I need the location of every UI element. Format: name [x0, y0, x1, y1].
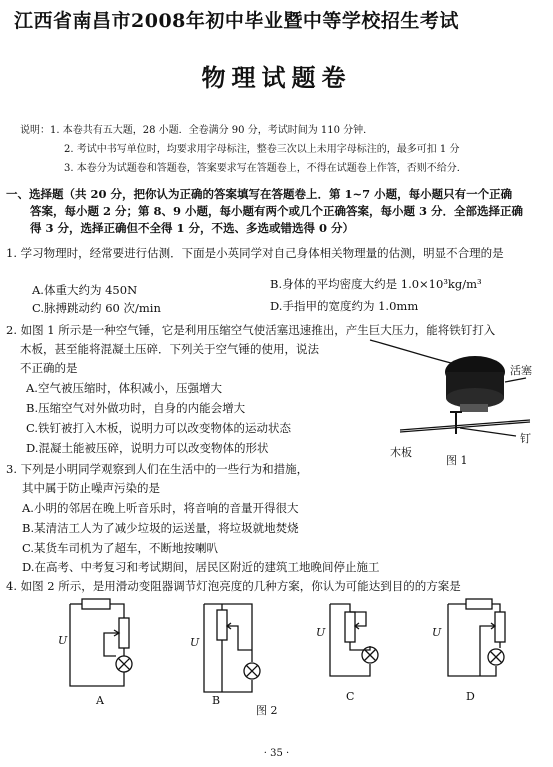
circuit-a-label: A	[96, 694, 104, 707]
q2-option-b: B.压缩空气对外做功时，自身的内能会增大	[26, 401, 246, 415]
circuit-d-resistor	[466, 599, 492, 609]
q2-option-c: C.铁钉被打入木板，说明力可以改变物体的运动状态	[26, 421, 292, 435]
section1-line-1: 一、选择题（共 20 分，把你认为正确的答案填写在答题卷上．第 1~7 小题，每小题只有一个正确	[6, 187, 513, 201]
q2-stem-line-3: 不正确的是	[20, 361, 78, 375]
q3-stem-line-1: 3. 下列是小明同学观察到人们在生活中的一些行为和措施，	[6, 462, 309, 476]
q3-stem-line-2: 其中属于防止噪声污染的是	[22, 481, 160, 495]
paper-title: 物理试题卷	[201, 63, 352, 92]
circuit-b-voltage: U	[190, 636, 200, 649]
circuit-d-label: D	[466, 690, 475, 703]
q3-option-a: A.小明的邻居在晚上听音乐时，将音响的音量开得很大	[22, 501, 299, 515]
q1-option-d: D.手指甲的宽度约为 1.0mm	[270, 299, 419, 313]
figure-1-board-label: 木板	[390, 446, 412, 459]
circuit-c-label: C	[346, 690, 355, 703]
exam-title: 江西省南昌市2008年初中毕业暨中等学校招生考试	[14, 10, 459, 32]
q3-option-c: C.某货车司机为了超车，不断地按喇叭	[22, 541, 219, 555]
section1-line-2: 答案，每小题 2 分；第 8、9 小题，每小题有两个或几个正确答案，每小题 3 分．全部选择正确	[30, 204, 524, 218]
circuit-d-rheostat	[495, 612, 505, 642]
circuit-c	[316, 604, 378, 703]
circuit-d	[432, 599, 505, 703]
instruction-line-3: 3. 本卷分为试题卷和答题卷，答案要求写在答题卷上，不得在试题卷上作答，否则不给分．	[64, 163, 467, 174]
circuit-b	[190, 604, 260, 707]
figure-1-air-hammer	[360, 338, 540, 470]
circuit-a-rheostat	[119, 618, 129, 648]
q3-option-b: B.某清洁工人为了减少垃圾的运送量，将垃圾就地焚烧	[22, 521, 299, 535]
figure-1-nail-label: 钉	[520, 432, 531, 445]
instruction-line-2: 2. 考试中书写单位时，均要求用字母标注，整卷三次以上未用字母标注的，最多可扣 1 分	[64, 144, 460, 155]
q1-option-b: B.身体的平均密度大约是 1.0×10³kg/m³	[270, 277, 482, 291]
section1-line-3: 得 3 分，选择正确但不全得 1 分，不选、多选或错选得 0 分）	[30, 221, 355, 235]
q3-option-d: D.在高考、中考复习和考试期间，居民区附近的建筑工地晚间停止施工	[22, 560, 380, 574]
circuit-b-rheostat	[217, 610, 227, 640]
circuit-a	[58, 599, 132, 707]
q2-stem-line-2: 木板，甚至能将混凝土压碎．下列关于空气锤的使用，说法	[20, 342, 319, 356]
q1-option-c: C.脉搏跳动约 60 次/min	[32, 301, 161, 315]
figure-2-caption: 图 2	[256, 704, 278, 717]
figure-1-caption: 图 1	[446, 454, 468, 467]
q1-option-a: A.体重大约为 450N	[32, 283, 138, 297]
figure-2-circuits	[0, 596, 553, 746]
circuit-a-resistor	[82, 599, 110, 609]
q2-option-d: D.混凝土能被压碎，说明力可以改变物体的形状	[26, 441, 269, 455]
circuit-a-voltage: U	[58, 634, 68, 647]
circuit-c-voltage: U	[316, 626, 326, 639]
q1-stem: 1. 学习物理时，经常要进行估测．下面是小英同学对自己身体相关物理量的估测，明显不合理的是	[6, 246, 504, 260]
q2-option-a: A.空气被压缩时，体积减小，压强增大	[26, 381, 222, 395]
q4-stem: 4. 如图 2 所示，是用滑动变阻器调节灯泡亮度的几种方案，你认为可能达到目的的方案是	[6, 579, 461, 593]
page-number: · 35 ·	[263, 748, 290, 759]
circuit-c-rheostat	[345, 612, 355, 642]
circuit-b-label: B	[212, 694, 221, 707]
instruction-line-1: 说明：1. 本卷共有五大题，28 小题．全卷满分 90 分，考试时间为 110 分钟．	[20, 125, 374, 136]
circuit-d-voltage: U	[432, 626, 442, 639]
q2-stem-line-1: 2. 如图 1 所示是一种空气锤，它是利用压缩空气使活塞迅速推出，产生巨大压力，能将铁钉打入	[6, 323, 496, 337]
figure-1-piston-label: 活塞	[510, 364, 532, 377]
